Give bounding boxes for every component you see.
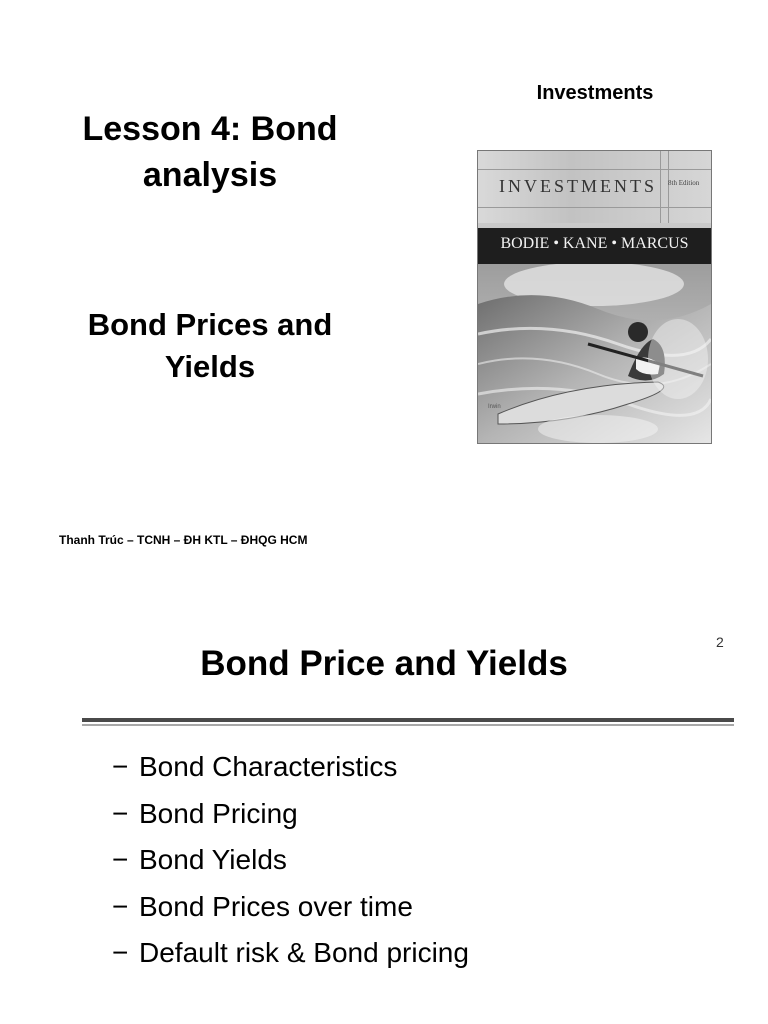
kayaker-illustration bbox=[478, 264, 711, 443]
list-item-text: Bond Characteristics bbox=[139, 751, 398, 782]
bullet-marker: − bbox=[112, 797, 129, 829]
title-divider bbox=[82, 718, 734, 722]
textbook-cover-image bbox=[477, 150, 712, 444]
list-item-text: Default risk & Bond pricing bbox=[139, 937, 469, 968]
topic-list bbox=[112, 744, 469, 977]
list-item-text: Bond Prices over time bbox=[139, 890, 413, 922]
slide-title: Bond Price and Yields bbox=[200, 644, 568, 683]
footer-credit: Thanh Trúc – TCNH – ĐH KTL – ĐHQG HCM bbox=[59, 533, 308, 547]
list-item bbox=[112, 837, 469, 884]
lesson-subtitle: Bond Prices and Yields bbox=[87, 307, 333, 384]
book-cover-publisher: Irwin bbox=[488, 404, 501, 410]
bullet-marker: − bbox=[112, 890, 129, 922]
art-splash bbox=[648, 319, 708, 399]
course-label: Investments bbox=[536, 82, 654, 104]
list-item bbox=[112, 744, 469, 791]
book-cover-edition: 8th Edition bbox=[668, 179, 700, 187]
content-slide bbox=[0, 600, 768, 1024]
bullet-marker: − bbox=[112, 751, 129, 782]
book-cover-line bbox=[478, 207, 711, 208]
art-spray bbox=[538, 415, 658, 443]
list-item-text: Bond Yields bbox=[139, 844, 287, 875]
bullet-marker: − bbox=[112, 844, 129, 875]
page-number: 2 bbox=[716, 634, 724, 650]
bullet-marker: − bbox=[112, 937, 129, 968]
book-cover-authors: BODIE • KANE • MARCUS bbox=[500, 235, 689, 252]
book-cover-title: INVESTMENTS bbox=[499, 176, 657, 196]
lesson-title: Lesson 4: Bond analysis bbox=[82, 110, 338, 194]
art-helmet bbox=[628, 322, 648, 342]
list-item-text: Bond Pricing bbox=[139, 797, 298, 829]
book-cover-line bbox=[478, 169, 711, 170]
title-divider-shadow bbox=[82, 724, 734, 726]
list-item bbox=[112, 884, 469, 931]
list-item bbox=[112, 930, 469, 977]
list-item bbox=[112, 791, 469, 838]
